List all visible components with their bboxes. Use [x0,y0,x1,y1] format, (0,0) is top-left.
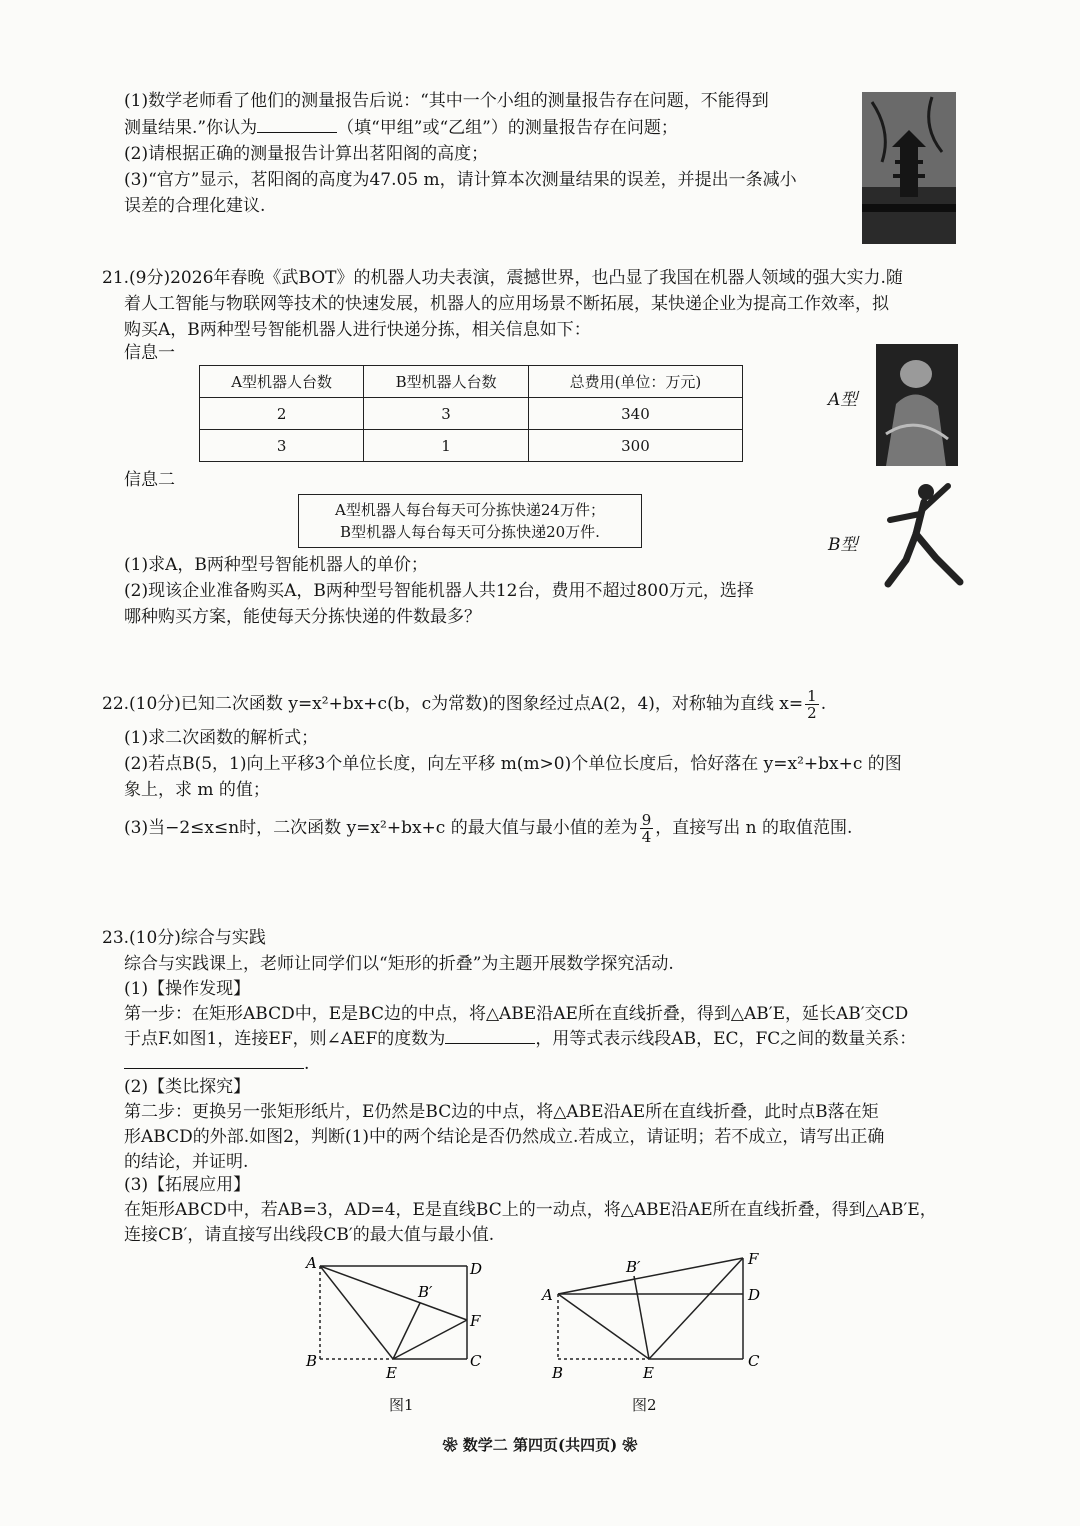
robot-a-label: A型 [828,390,858,410]
point-b-label: B [306,1352,318,1370]
q23-line2: 综合与实践课上，老师让同学们以“矩形的折叠”为主题开展数学探究活动. [124,954,674,974]
q22-part3 [124,812,852,845]
q23-section2-line1: 第二步：更换另一张矩形纸片，E仍然是BC边的中点，将△ABE沿AE所在直线折叠，此时点B落在矩 [124,1102,879,1122]
q23-section1-line2-b: ，用等式表示线段AB，EC，FC之间的数量关系： [535,1029,917,1049]
q23-section3: (3)【拓展应用】 [124,1175,251,1195]
q23-section2-line2: 形ABCD的外部.如图2，判断(1)中的两个结论是否仍然成立.若成立，请证明；若不成立，请写出正确 [124,1127,885,1147]
fraction-denominator: 2 [807,704,817,722]
point-c-label: C [748,1352,760,1370]
answer-blank[interactable] [257,132,337,133]
edge-eb-prime [634,1276,649,1359]
q23-section1-line2-a: 于点F.如图1，连接EF，则∠AEF的度数为 [124,1029,446,1049]
q21-line1: 21.(9分)2026年春晚《武BOT》的机器人功夫表演，震撼世界，也凸显了我国在机器人领域的强大实力.随 [102,268,903,288]
page-footer: ❀ 数学二 第四页(共四页) ❀ [442,1436,638,1454]
q20-part1-line1: (1)数学老师看了他们的测量报告后说：“其中一个小组的测量报告存在问题，不能得到 [124,91,769,111]
info2-label: 信息二 [124,470,175,490]
q20-part1-line2 [124,115,678,141]
table-cell: 1 [364,430,529,462]
info2-line1: A型机器人每台每天可分拣快递24万件； [335,501,605,519]
q23-section1-line3-end: . [304,1054,310,1074]
point-a-label: A [306,1254,317,1272]
q23-section2: (2)【类比探究】 [124,1077,251,1097]
q21-part1: (1)求A，B两种型号智能机器人的单价； [124,555,428,575]
point-f-label: F [470,1312,481,1330]
fraction-denominator: 4 [641,828,652,846]
point-b-label: B [552,1364,564,1382]
robot-b-label: B型 [828,535,858,555]
table-row [200,430,743,462]
point-e-label: E [643,1364,654,1382]
figure-1-caption: 图1 [389,1396,414,1414]
table-header: 总费用(单位：万元) [528,366,742,398]
edge-ef [393,1320,467,1359]
q23-line1: 23.(10分)综合与实践 [102,928,266,948]
table-cell: 2 [200,398,364,430]
table-header: B型机器人台数 [364,366,529,398]
table-header: A型机器人台数 [200,366,364,398]
q21-part2-line2: 哪种购买方案，能使每天分拣快递的件数最多？ [124,607,481,627]
point-b-prime-label: B′ [418,1283,433,1301]
table-cell: 3 [200,430,364,462]
q22-part1: (1)求二次函数的解析式； [124,728,319,748]
figure-2-caption: 图2 [632,1396,657,1414]
q23-section1-line2 [124,1026,916,1052]
figure-2 [536,1246,776,1384]
point-d-label: D [470,1260,483,1278]
point-d-label: D [748,1286,761,1304]
table-cell: 340 [528,398,742,430]
table-header-row [200,366,743,398]
q22-part3-end: ，直接写出 n 的取值范围. [655,818,853,838]
point-a-label: A [542,1286,553,1304]
fraction-numerator: 1 [807,687,817,705]
table-row [200,398,743,430]
info2-box [298,494,642,548]
q22-line1-text: 22.(10分)已知二次函数 y=x²+bx+c(b，c为常数)的图象经过点A(2，4)，对称轴为直线 x= [102,694,804,714]
pagoda-photo [862,92,956,244]
fraction-numerator: 9 [641,811,652,829]
answer-blank[interactable] [124,1068,304,1069]
info2-line2: B型机器人每台每天可分拣快递20万件. [340,523,600,541]
info1-label: 信息一 [124,343,175,363]
q21-line2: 着人工智能与物联网等技术的快速发展，机器人的应用场景不断拓展，某快递企业为提高工作效率，拟 [124,294,889,314]
robot-a-photo [876,344,958,466]
q21-part2-line1: (2)现该企业准备购买A，B两种型号智能机器人共12台，费用不超过800万元，选择 [124,581,754,601]
point-e-label: E [386,1364,397,1382]
robot-b-photo [876,474,966,596]
q20-part2: (2)请根据正确的测量报告计算出茗阳阁的高度； [124,144,489,164]
q23-section3-line1: 在矩形ABCD中，若AB=3，AD=4，E是直线BC上的一动点，将△ABE沿AE所在直线折叠，得到△AB′E， [124,1200,937,1220]
q20-part3-line2: 误差的合理化建议. [124,196,266,216]
answer-blank[interactable] [445,1043,535,1044]
q20-part1-line2-b: （填“甲组”或“乙组”）的测量报告存在问题； [337,118,678,138]
q22-part2-line1: (2)若点B(5，1)向上平移3个单位长度，向左平移 m(m>0)个单位长度后，恰好落在 y=x²+bx+c 的图 [124,754,902,774]
q22-line1-end: . [820,694,827,714]
figure-1 [298,1254,498,1384]
table-cell: 3 [364,398,529,430]
edge-eb-prime [393,1303,420,1359]
fraction-nine-quarters [640,812,654,845]
fraction-one-half [805,688,819,721]
robot-price-table [199,365,743,462]
q22-part3-text: (3)当−2≤x≤n时，二次函数 y=x²+bx+c 的最大值与最小值的差为 [124,818,638,838]
q22-part2-line2: 象上，求 m 的值； [124,780,270,800]
point-f-label: F [748,1250,759,1268]
q23-section2-line3: 的结论，并证明. [124,1152,249,1172]
q23-section3-line2: 连接CB′，请直接写出线段CB′的最大值与最小值. [124,1225,495,1245]
q22-line1 [102,688,826,721]
point-c-label: C [470,1352,482,1370]
q23-section1-line1: 第一步：在矩形ABCD中，E是BC边的中点，将△ABE沿AE所在直线折叠，得到△AB′E，延长AB′交CD [124,1004,909,1024]
q20-part3-line1: (3)“官方”显示，茗阳阁的高度为47.05 m，请计算本次测量结果的误差，并提出一条减小 [124,170,797,190]
q21-line3: 购买A，B两种型号智能机器人进行快递分拣，相关信息如下： [124,320,591,340]
q23-section1: (1)【操作发现】 [124,979,251,999]
table-cell: 300 [528,430,742,462]
edge-ae [558,1294,649,1359]
point-b-prime-label: B′ [626,1258,641,1276]
q20-part1-line2-a: 测量结果.”你认为 [124,118,258,138]
